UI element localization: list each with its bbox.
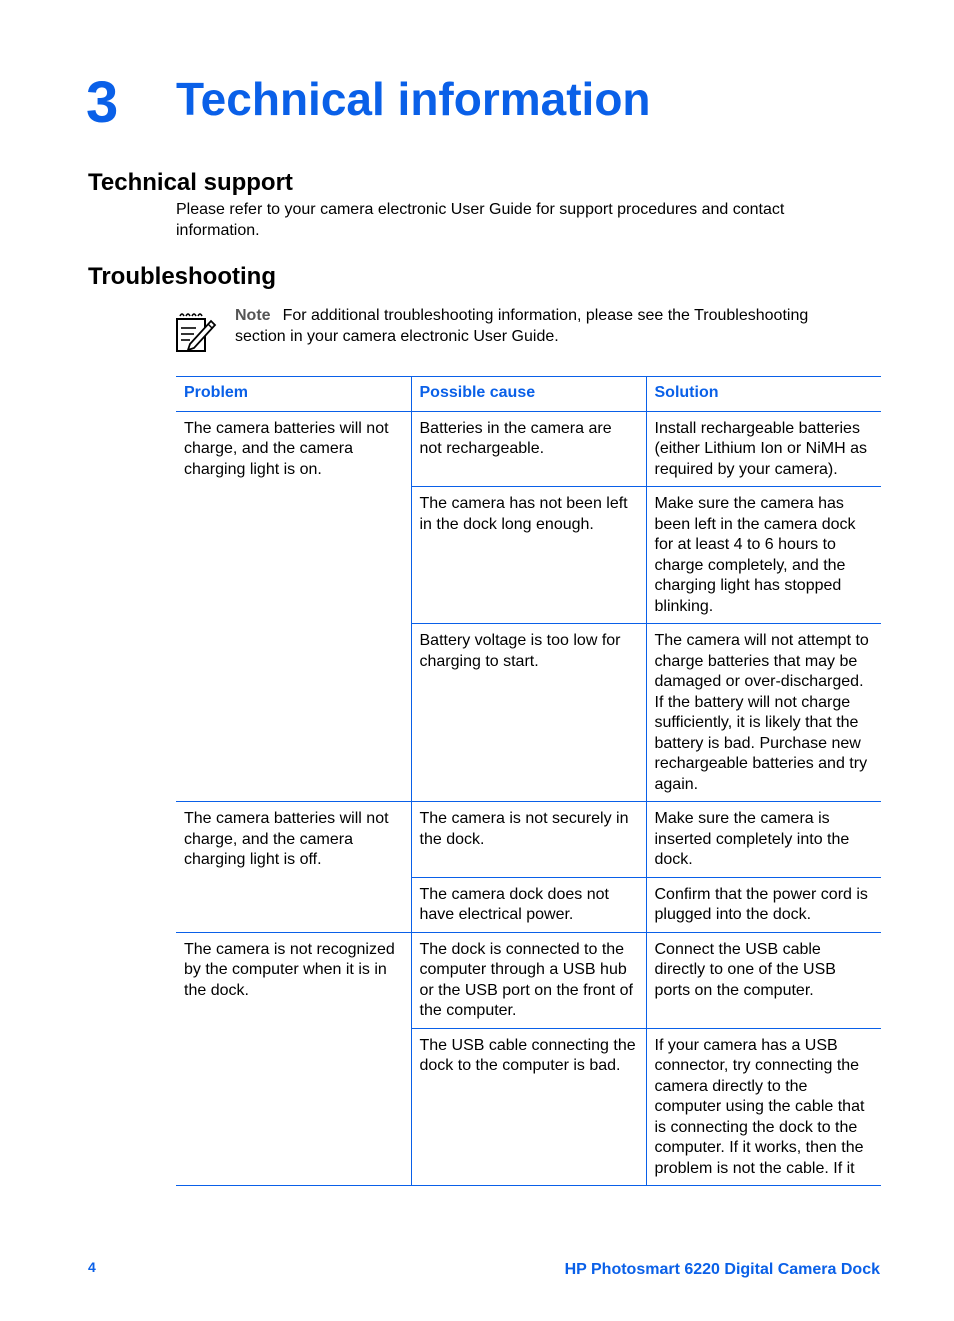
- technical-support-body: Please refer to your camera electronic User Guide for support procedures and contact information.: [176, 201, 785, 239]
- solution-cell: Install rechargeable batteries (either Lithium Ion or NiMH as required by your camera).: [646, 411, 881, 487]
- table-row: [176, 802, 881, 878]
- chapter-title: Technical information: [176, 73, 651, 125]
- note-label: Note: [235, 307, 271, 324]
- table-row: [176, 411, 881, 487]
- table-row: [176, 932, 881, 1028]
- cause-cell: The camera is not securely in the dock.: [411, 802, 646, 878]
- header-solution: Solution: [646, 377, 881, 412]
- header-problem: Problem: [176, 377, 411, 412]
- solution-cell: If your camera has a USB connector, try connecting the camera directly to the computer using the cable that is connecting the dock to the computer. If it works, then the problem is not the cable. If it: [646, 1028, 881, 1186]
- solution-cell: Connect the USB cable directly to one of the USB ports on the computer.: [646, 932, 881, 1028]
- table-header-row: [176, 377, 881, 412]
- note-pad-icon: [174, 312, 218, 354]
- solution-cell: Make sure the camera is inserted completely into the dock.: [646, 802, 881, 878]
- page-number: 4: [88, 1259, 96, 1275]
- cause-cell: The USB cable connecting the dock to the computer is bad.: [411, 1028, 646, 1186]
- cause-cell: Battery voltage is too low for charging to start.: [411, 624, 646, 802]
- header-possible-cause: Possible cause: [411, 377, 646, 412]
- cause-cell: Batteries in the camera are not rechargeable.: [411, 411, 646, 487]
- problem-cell: The camera batteries will not charge, and the camera charging light is on.: [176, 411, 411, 802]
- cause-cell: The camera has not been left in the dock long enough.: [411, 487, 646, 624]
- note: [235, 306, 855, 347]
- problem-cell: The camera batteries will not charge, and the camera charging light is off.: [176, 802, 411, 933]
- solution-cell: Make sure the camera has been left in the camera dock for at least 4 to 6 hours to charge completely, and the charging light has stopped blinking.: [646, 487, 881, 624]
- cause-cell: The camera dock does not have electrical power.: [411, 877, 646, 932]
- troubleshooting-table: [176, 376, 881, 1186]
- troubleshooting-heading: Troubleshooting: [88, 263, 276, 290]
- cause-cell: The dock is connected to the computer through a USB hub or the USB port on the front of the computer.: [411, 932, 646, 1028]
- problem-cell: The camera is not recognized by the computer when it is in the dock.: [176, 932, 411, 1186]
- solution-cell: Confirm that the power cord is plugged into the dock.: [646, 877, 881, 932]
- chapter-number: 3: [86, 70, 119, 135]
- note-text: For additional troubleshooting information, please see the Troubleshooting section in your camera electronic User Guide.: [235, 307, 809, 345]
- technical-support-heading: Technical support: [88, 169, 293, 196]
- solution-cell: The camera will not attempt to charge batteries that may be damaged or over-discharged. If the battery will not charge sufficiently, it is likely that the battery is bad. Purchase new rechargeable batteries and try again.: [646, 624, 881, 802]
- footer-title: HP Photosmart 6220 Digital Camera Dock: [564, 1261, 880, 1278]
